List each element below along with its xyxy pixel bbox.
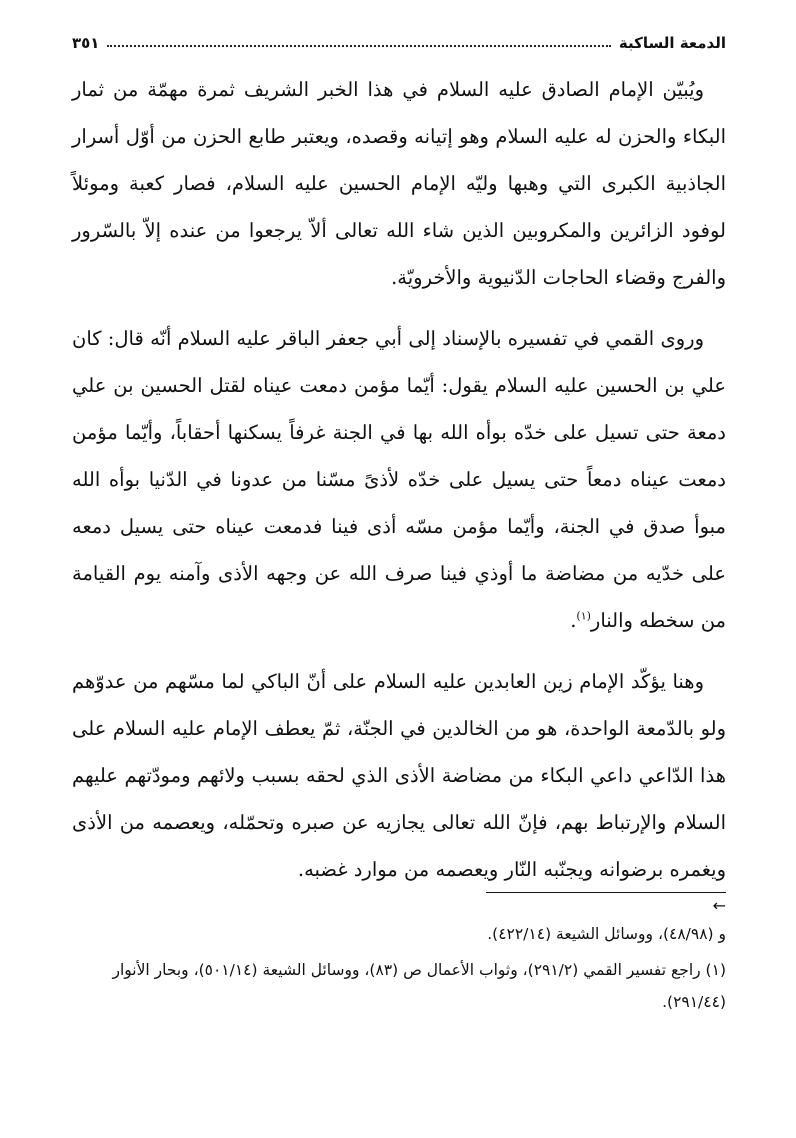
footnote-continued: و (٤٨/٩٨)، ووسائل الشيعة (٤٢٢/١٤). <box>487 925 726 943</box>
footnotes <box>72 918 726 1022</box>
paragraph-3: وهنا يؤكّد الإمام زين العابدين عليه السلام على أنّ الباكي لما مسّهم من عدوّهم ولو بالدّمعة الواحدة، هو من الخالدين في الجنّة، ثمّ يعطف الإمام عليه السلام على هذا الدّاعي داعي البكاء من مضاضة الأذى الذي لحقه بسبب ولائهم ومودّتهم عليهم السلام والإرتباط بهم، فإنّ الله تعالى يجازيه عن صبره وتحمّله، ويعصمه من الأذى ويغمره برضوانه ويجنّبه النّار ويعصمه من موارد غضبه. <box>72 670 726 881</box>
paragraph-2-end: . <box>570 609 577 632</box>
continuation-arrow-icon: ← <box>712 896 726 915</box>
header-divider <box>107 45 610 47</box>
page-number: ٣٥١ <box>72 34 100 52</box>
footnote-marker[interactable]: (١) <box>576 609 591 623</box>
footnote-separator <box>486 892 726 893</box>
paragraph-2-text: وروى القمي في تفسيره بالإسناد إلى أبي جعفر الباقر عليه السلام أنّه قال: كان علي بن الحسين عليه السلام يقول: أيّما مؤمن دمعت عيناه لقتل الحسين بن علي دمعة حتى تسيل على خدّه بوأه الله بها في الجنة غرفاً يسكنها أحقاباً، وأيّما مؤمن دمعت عيناه دمعاً حتى يسيل على خدّه لأذىً مسّنا من عدونا في الدّنيا بوأه الله مبوأ صدق في الجنة، وأيّما مؤمن مسّه أذى فينا فدمعت عيناه حتى يسيل دمعه على خدّيه من مضاضة ما أوذي فينا صرف الله عن وجهه الأذى وآمنه يوم القيامة من سخطه والنار <box>72 327 726 632</box>
paragraph-2 <box>72 315 726 644</box>
paragraph-1: ويُبيّن الإمام الصادق عليه السلام في هذا الخبر الشريف ثمرة مهمّة من ثمار البكاء والحزن له عليه السلام وهو إتيانه وقصده، ويعتبر طابع الحزن من أوّل أسرار الجاذبية الكبرى التي وهبها وليّه الإمام الحسين عليه السلام، فصار كعبة وموئلاً لوفود الزائرين والمكروبين الذين شاء الله تعالى ألاّ يرجعوا من عنده إلاّ بالسّرور والفرج وقضاء الحاجات الدّنيوية والأخرويّة. <box>72 78 726 289</box>
main-text <box>72 66 726 907</box>
footnote-1: (١) راجع تفسير القمي (٢٩١/٢)، وثواب الأعمال ص (٨٣)، ووسائل الشيعة (٥٠١/١٤)، وبحار الأنوار (٢٩١/٤٤). <box>112 961 726 1011</box>
header-title: الدمعة الساكبة <box>618 34 726 52</box>
running-header <box>72 26 726 52</box>
